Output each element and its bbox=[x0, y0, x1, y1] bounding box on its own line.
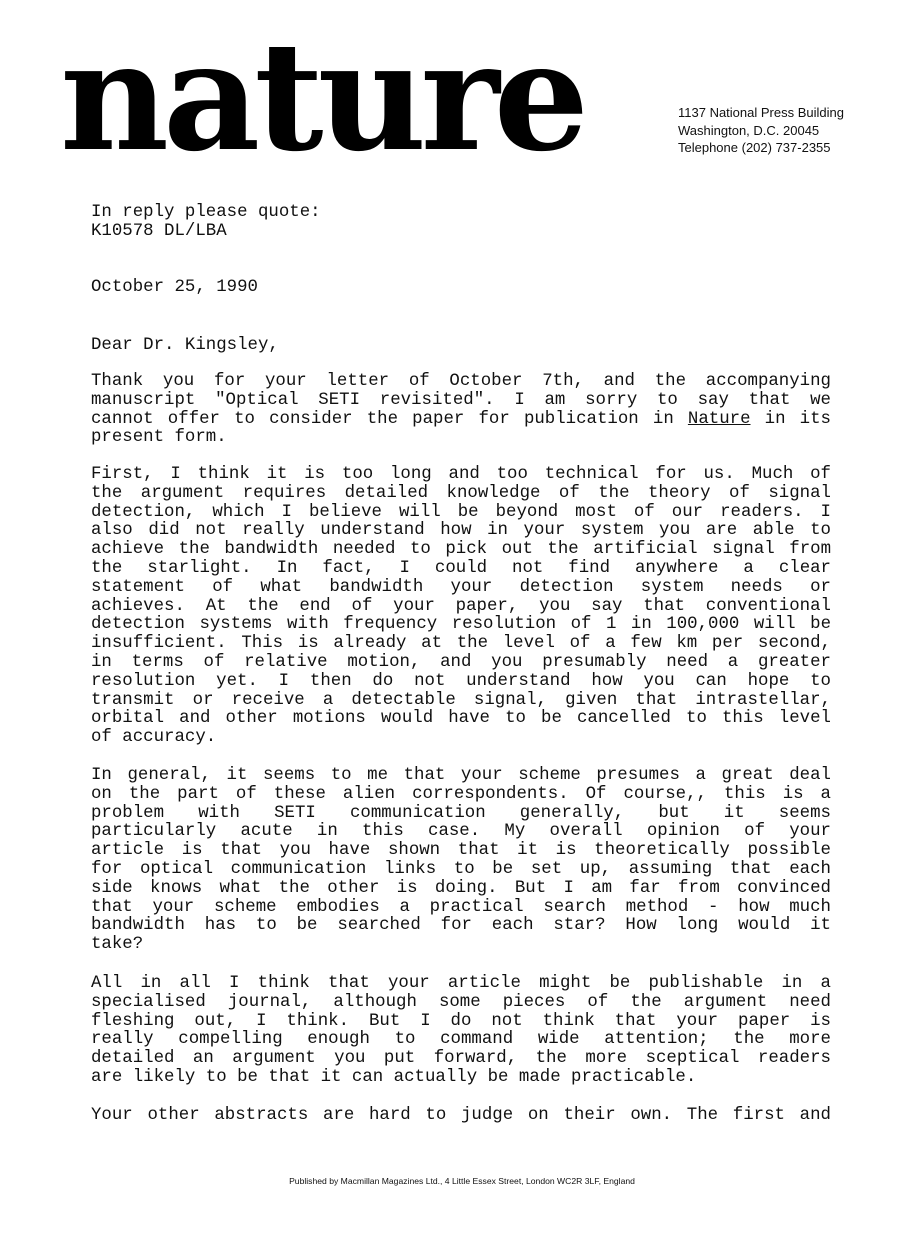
paragraph-line: the argument requires detailed knowledge of the theory of signal bbox=[91, 483, 831, 503]
paragraph-line: bandwidth has to be searched for each star? How long would it bbox=[91, 916, 831, 936]
paragraph-line: also did not really understand how in your system you are able to bbox=[91, 521, 831, 541]
paragraph-line: of accuracy. bbox=[91, 728, 217, 748]
reference-code: K10578 DL/LBA bbox=[91, 221, 227, 241]
paragraph-line: article is that you have shown that it is theoretically possible bbox=[91, 841, 831, 861]
paragraph-line: detailed an argument you put forward, the more sceptical readers bbox=[91, 1049, 831, 1069]
paragraph-line: detection systems with frequency resolution of 1 in 100,000 will be bbox=[91, 615, 831, 635]
paragraph-line: statement of what bandwidth your detection system needs or bbox=[91, 577, 831, 597]
paragraph-line: achieves. At the end of your paper, you say that conventional bbox=[91, 596, 831, 616]
paragraph-line: orbital and other motions would have to be cancelled to this level bbox=[91, 709, 831, 729]
paragraph-line: in terms of relative motion, and you presumably need a greater bbox=[91, 652, 831, 672]
salutation-text: Dear Dr. Kingsley, bbox=[91, 336, 279, 355]
paragraph-line: on the part of these alien correspondents. Of course,, this is a bbox=[91, 784, 831, 804]
telephone-line: Telephone (202) 737-2355 bbox=[678, 140, 831, 155]
paragraph-line: take? bbox=[91, 935, 144, 955]
paragraph-line bbox=[91, 411, 831, 430]
paragraph-line: problem with SETI communication generally, but it seems bbox=[91, 803, 831, 823]
journal-name: Nature bbox=[687, 409, 751, 429]
reference-block bbox=[91, 204, 831, 242]
paragraph-line: really compelling enough to command wide attention; the more bbox=[91, 1030, 831, 1050]
paragraph-line: transmit or receive a detectable signal, given that intrastellar, bbox=[91, 690, 831, 710]
line-text: cannot offer to consider the paper for publication in bbox=[91, 409, 688, 429]
paragraph-1 bbox=[91, 373, 831, 448]
address-line: 1137 National Press Building bbox=[678, 105, 844, 120]
paragraph-line: the starlight. In fact, I could not find anywhere a clear bbox=[91, 558, 831, 578]
paragraph-line: achieve the bandwidth needed to pick out the artificial signal from bbox=[91, 540, 831, 560]
paragraph-line: are likely to be that it can actually be made practicable. bbox=[91, 1067, 697, 1087]
paragraph-line: present form. bbox=[91, 428, 227, 448]
paragraph-line: Your other abstracts are hard to judge on their own. The first and bbox=[91, 1106, 831, 1125]
paragraph-line: that your scheme embodies a practical search method - how much bbox=[91, 897, 831, 917]
paragraph-3 bbox=[91, 767, 831, 955]
paragraph-line: fleshing out, I think. But I do not think that your paper is bbox=[91, 1011, 831, 1031]
publisher-footer: Published by Macmillan Magazines Ltd., 4 Little Essex Street, London WC2R 3LF, England bbox=[289, 1176, 635, 1186]
paragraph-line: In general, it seems to me that your scheme presumes a great deal bbox=[91, 766, 831, 785]
address-line: Washington, D.C. 20045 bbox=[678, 122, 820, 138]
reference-label: In reply please quote: bbox=[91, 203, 321, 222]
paragraph-line: for optical communication links to be set up, assuming that each bbox=[91, 859, 831, 879]
paragraph-line: resolution yet. I then do not understand how you can hope to bbox=[91, 671, 831, 691]
date-text: October 25, 1990 bbox=[91, 278, 258, 297]
paragraph-line: insufficient. This is already at the level of a few km per second, bbox=[91, 634, 831, 654]
line-text: in its bbox=[750, 409, 831, 429]
paragraph-2 bbox=[91, 466, 831, 748]
paragraph-line: Thank you for your letter of October 7th, and the accompanying bbox=[91, 372, 831, 391]
paragraph-line: detection, which I believe will be beyond most of our readers. I bbox=[91, 502, 831, 522]
office-address bbox=[678, 104, 844, 157]
paragraph-line: First, I think it is too long and too technical for us. Much of bbox=[91, 465, 831, 484]
paragraph-line: specialised journal, although some pieces of the argument need bbox=[91, 992, 831, 1012]
paragraph-line: manuscript "Optical SETI revisited". I am sorry to say that we bbox=[91, 390, 831, 410]
paragraph-line: All in all I think that your article might be publishable in a bbox=[91, 974, 831, 993]
paragraph-line: side knows what the other is doing. But I am far from convinced bbox=[91, 878, 831, 898]
nature-logo: nature bbox=[60, 9, 584, 185]
paragraph-4 bbox=[91, 975, 831, 1088]
salutation bbox=[91, 337, 831, 356]
letter-date bbox=[91, 279, 831, 298]
paragraph-line: particularly acute in this case. My overall opinion of your bbox=[91, 822, 831, 842]
paragraph-5 bbox=[91, 1107, 831, 1126]
